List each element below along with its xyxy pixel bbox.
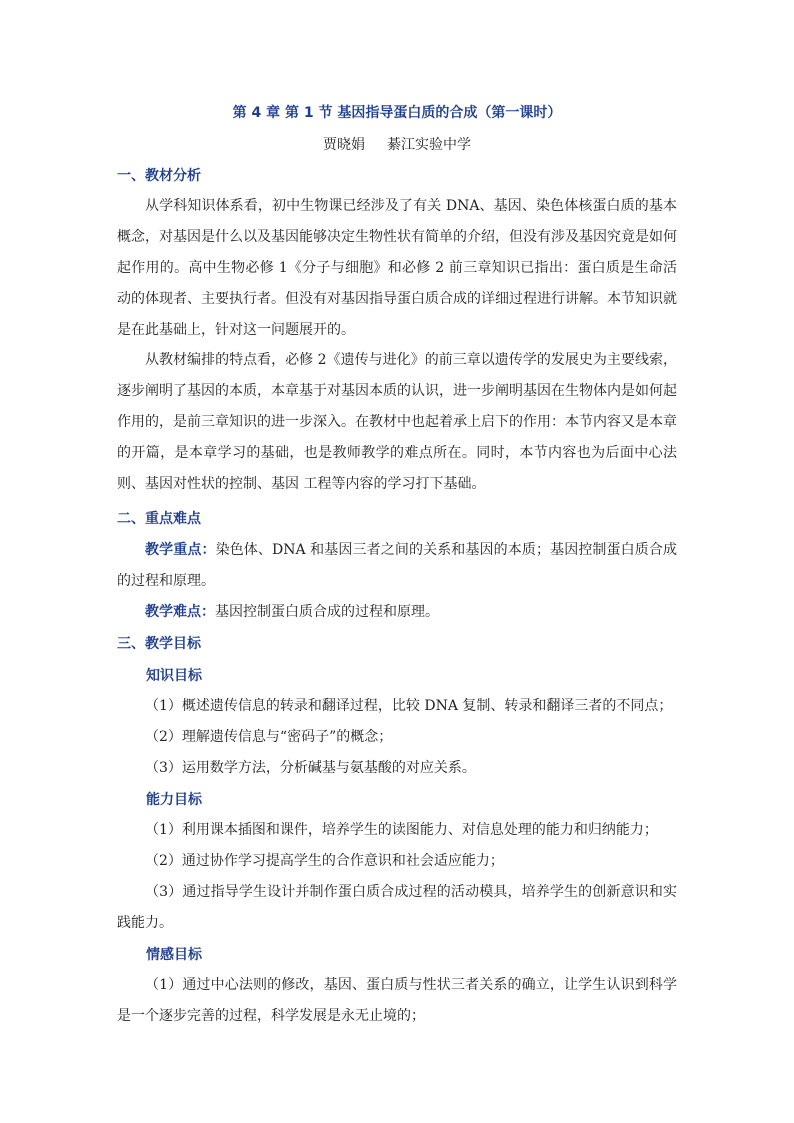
author-school: 綦江实验中学 [387, 137, 471, 153]
emotion-objective-item: （1）通过中心法则的修改，基因、蛋白质与性状三者关系的确立，让学生认识到科学是一个逐步完善的过程，科学发展是永无止境的； [117, 977, 677, 1024]
teaching-difficulty-label: 教学难点： [145, 604, 215, 620]
subheading-emotion-objectives: 情感目标 [146, 947, 202, 963]
section-heading-textbook-analysis: 一、教材分析 [117, 168, 201, 184]
subheading-knowledge-objectives: 知识目标 [146, 668, 202, 684]
paragraph-teaching-difficulty [117, 597, 677, 628]
teaching-key-label: 教学重点： [145, 542, 216, 558]
section-heading-key-points: 二、重点难点 [117, 511, 201, 527]
teaching-difficulty-text: 基因控制蛋白质合成的过程和原理。 [215, 604, 439, 620]
paragraph-textbook-analysis-2: 从教材编排的特点看，必修 2《遗传与进化》的前三章以遗传学的发展史为主要线索，逐步阐明了基因的本质，本章基于对基因本质的认识，进一步阐明基因在生物体内是如何起作用的，是前三章知识的进一步深入。在教材中也起着承上启下的作用：本节内容又是本章的开篇，是本章学习的基础，也是教师教学的难点所在。同时，本节内容也为后面中心法则、基因对性状的控制、基因 工程等内容的学习打下基础。 [117, 352, 677, 492]
subheading-ability-objectives: 能力目标 [146, 792, 202, 808]
author-name: 贾晓娟 [323, 137, 365, 153]
paragraph-teaching-key [117, 535, 677, 597]
ability-objective-item: （3）通过指导学生设计并制作蛋白质合成过程的活动模具，培养学生的创新意识和实践能力。 [117, 884, 677, 931]
document-title: 第 4 章 第 1 节 基因指导蛋白质的合成（第一课时） [232, 105, 562, 121]
knowledge-objective-item: （1）概述遗传信息的转录和翻译过程，比较 DNA 复制、转录和翻译三者的不同点； [145, 698, 673, 714]
knowledge-objective-item: （3）运用数学方法，分析碱基与氨基酸的对应关系。 [145, 760, 476, 776]
author-line [0, 134, 794, 154]
teaching-key-text: 染色体、DNA 和基因三者之间的关系和基因的本质；基因控制蛋白质合成的过程和原理。 [117, 542, 677, 589]
paragraph-textbook-analysis-1: 从学科知识体系看，初中生物课已经涉及了有关 DNA、基因、染色体核蛋白质的基本概念，对基因是什么以及基因能够决定生物性状有简单的介绍，但没有涉及基因究竟是如何起作用的。高中生物必修 1《分子与细胞》和必修 2 前三章知识已指出：蛋白质是生命活动的体现者、主要执行者。但没有对基因指导蛋白质合成的详细过程进行讲解。本节知识就是在此基础上，针对这一问题展开的。 [117, 198, 677, 338]
section-heading-objectives: 三、教学目标 [117, 636, 201, 652]
ability-objective-item: （1）利用课本插图和课件，培养学生的读图能力、对信息处理的能力和归纳能力； [145, 822, 658, 838]
ability-objective-item: （2）通过协作学习提高学生的合作意识和社会适应能力； [145, 853, 504, 869]
knowledge-objective-item: （2）理解遗传信息与“密码子”的概念； [145, 729, 393, 745]
